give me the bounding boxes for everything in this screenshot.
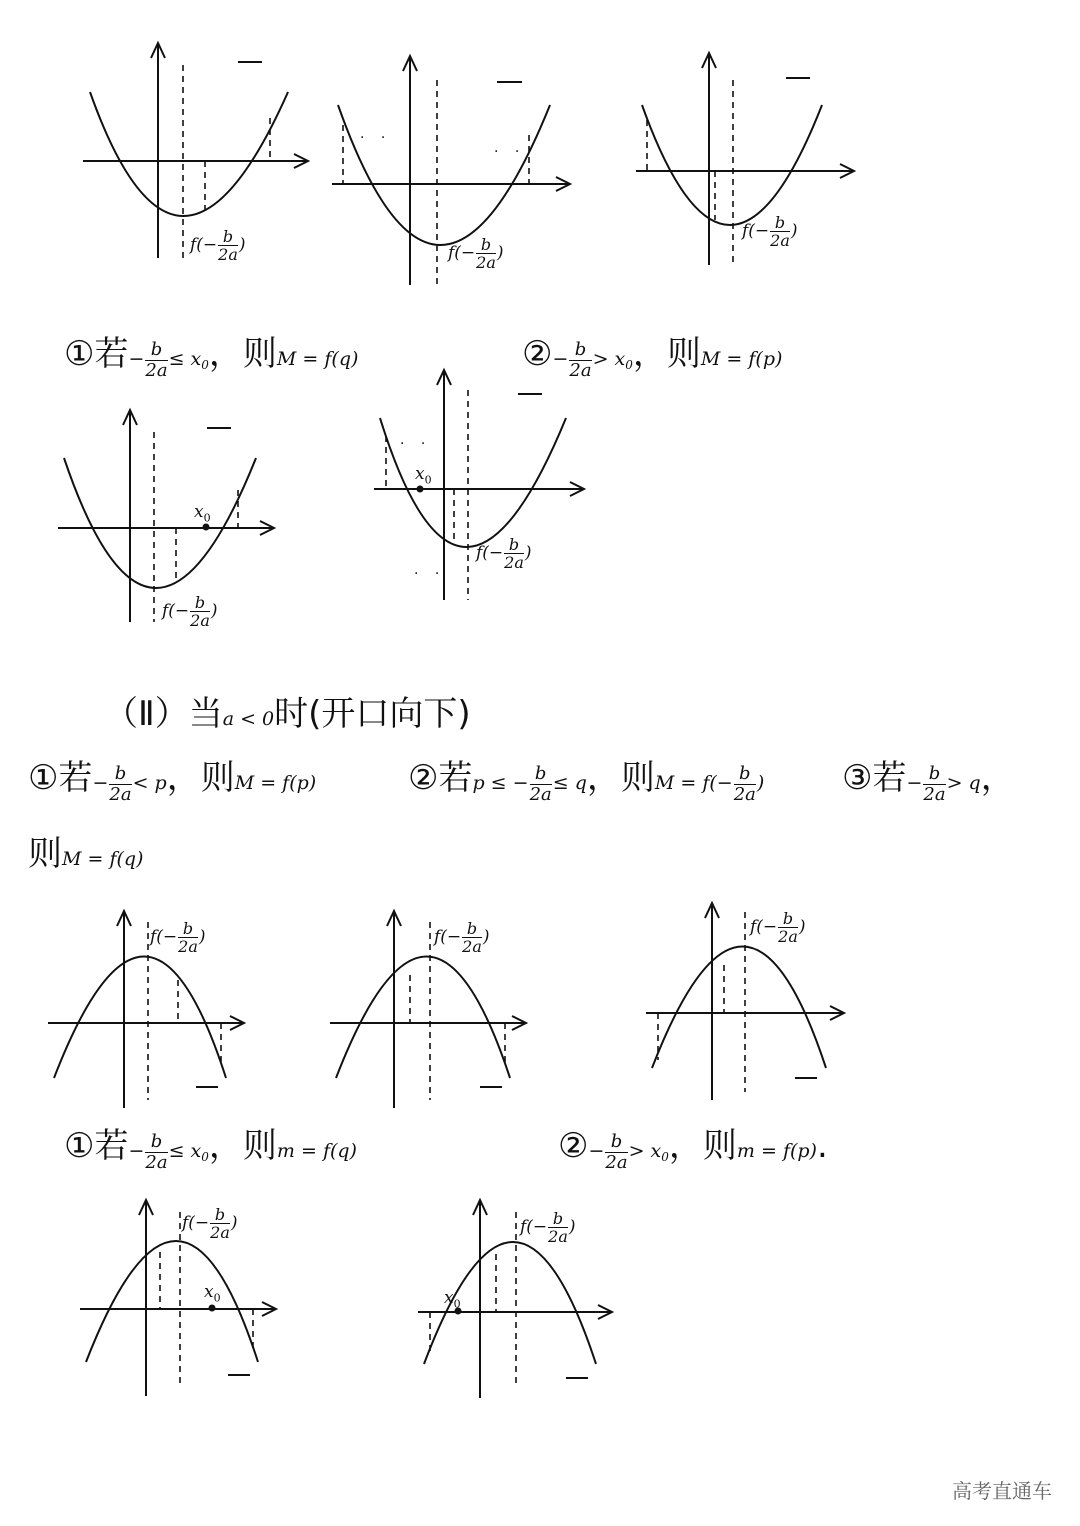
x0-label-2: $x_0$: [415, 464, 432, 487]
vertex-label-7: f(− $\frac{b}{2a}$ ): [434, 919, 490, 956]
vertex-label-6: f(− $\frac{b}{2a}$ ): [150, 919, 206, 956]
case-min-1: ①若− $\frac{b}{2a}$ ≤ $x_0$，则m = f(q): [64, 1126, 357, 1173]
case-a-positive-2: ②− $\frac{b}{2a}$ > $x_0$，则M = f(p): [522, 334, 783, 381]
dots-1: . .: [360, 126, 392, 142]
dots-2: . .: [494, 140, 526, 156]
x0-label-1: $x_0$: [194, 502, 211, 525]
watermark: 高考直通车: [952, 1479, 1052, 1503]
case-a-negative-2: ②若p ≤ − $\frac{b}{2a}$ ≤ q，则M = f(− $\frac{b}{2a}$ ): [408, 758, 765, 805]
case-a-negative-3-result: 则M = f(q): [28, 834, 144, 874]
vertex-label-2: f(− $\frac{b}{2a}$ ): [448, 235, 504, 272]
dots-4: . .: [414, 562, 446, 578]
vertex-label-4: f(− $\frac{b}{2a}$ ): [162, 593, 218, 630]
section-2-heading: （Ⅱ）当a < 0时(开口向下): [104, 694, 471, 734]
case-min-2: ②− $\frac{b}{2a}$ > $x_0$，则m = f(p).: [558, 1126, 828, 1173]
vertex-label-3: f(− $\frac{b}{2a}$ ): [742, 213, 798, 250]
vertex-label-9: f(− $\frac{b}{2a}$ ): [182, 1205, 238, 1242]
case-a-positive-1: ①若− $\frac{b}{2a}$ ≤ $x_0$，则M = f(q): [64, 334, 359, 381]
vertex-label-8: f(− $\frac{b}{2a}$ ): [750, 909, 806, 946]
x0-label-3: $x_0$: [204, 1282, 221, 1305]
vertex-label-1: f(− $\frac{b}{2a}$ ): [190, 227, 246, 264]
vertex-label-10: f(− $\frac{b}{2a}$ ): [520, 1209, 576, 1246]
vertex-label-5: f(− $\frac{b}{2a}$ ): [476, 535, 532, 572]
dots-3: . .: [400, 432, 432, 448]
x0-label-4: $x_0$: [444, 1288, 461, 1311]
case-a-negative-3: ③若− $\frac{b}{2a}$ > q，: [842, 758, 1015, 805]
case-a-negative-1: ①若− $\frac{b}{2a}$ < p，则M = f(p): [28, 758, 317, 805]
